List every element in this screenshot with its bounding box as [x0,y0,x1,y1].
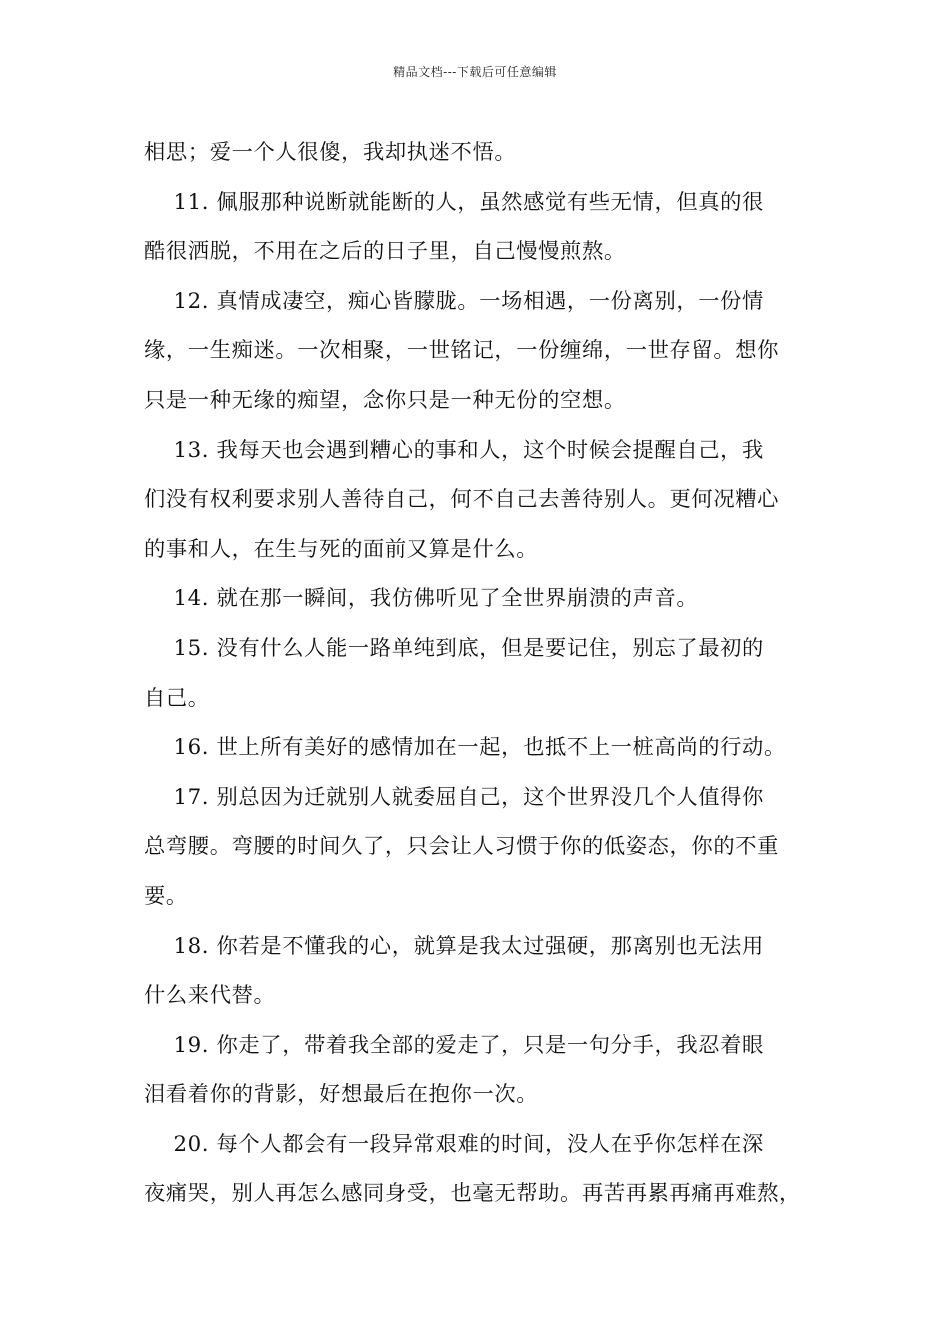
text-line: 自己。 [144,685,210,711]
text-line: 总弯腰。弯腰的时间久了，只会让人习惯于你的低姿态，你的不重 [144,834,780,860]
text-line: 18. 你若是不懂我的心，就算是我太过强硬，那离别也无法用 [144,933,764,959]
text-line: 11. 佩服那种说断就能断的人，虽然感觉有些无情，但真的很 [144,189,764,215]
text-line: 什么来代替。 [144,983,276,1009]
text-line: 要。 [144,883,188,909]
text-line: 泪看着你的背影，好想最后在抱你一次。 [144,1082,539,1108]
text-line: 酷很洒脱，不用在之后的日子里，自己慢慢煎熬。 [144,239,626,265]
text-line: 夜痛哭，别人再怎么感同身受，也毫无帮助。再苦再累再痛再难熬， [144,1181,801,1207]
text-line: 只是一种无缘的痴望，念你只是一种无份的空想。 [144,387,626,413]
text-line: 16. 世上所有美好的感情加在一起，也抵不上一桩高尚的行动。 [144,735,786,761]
text-line: 12. 真情成凄空，痴心皆朦胧。一场相遇，一份离别，一份情 [144,288,764,314]
text-line: 缘，一生痴迷。一次相聚，一世铭记，一份缠绵，一世存留。想你 [144,338,780,364]
text-line: 们没有权利要求别人善待自己，何不自己去善待别人。更何况糟心 [144,487,780,513]
text-line: 相思；爱一个人很傻，我却执迷不悟。 [144,140,517,165]
page-header: 精品文档---下载后可任意编辑 [393,65,557,79]
text-line: 14. 就在那一瞬间，我仿佛听见了全世界崩溃的声音。 [144,586,699,612]
text-line: 13. 我每天也会遇到糟心的事和人，这个时候会提醒自己，我 [144,437,764,463]
text-line: 的事和人，在生与死的面前又算是什么。 [144,536,539,562]
text-line: 15. 没有什么人能一路单纯到底，但是要记住，别忘了最初的 [144,635,764,661]
document-body [144,128,810,1219]
text-line: 17. 别总因为迁就别人就委屈自己，这个世界没几个人值得你 [144,784,764,810]
text-line: 20. 每个人都会有一段异常艰难的时间，没人在乎你怎样在深 [144,1131,764,1157]
text-line: 19. 你走了，带着我全部的爱走了，只是一句分手，我忍着眼 [144,1032,764,1058]
